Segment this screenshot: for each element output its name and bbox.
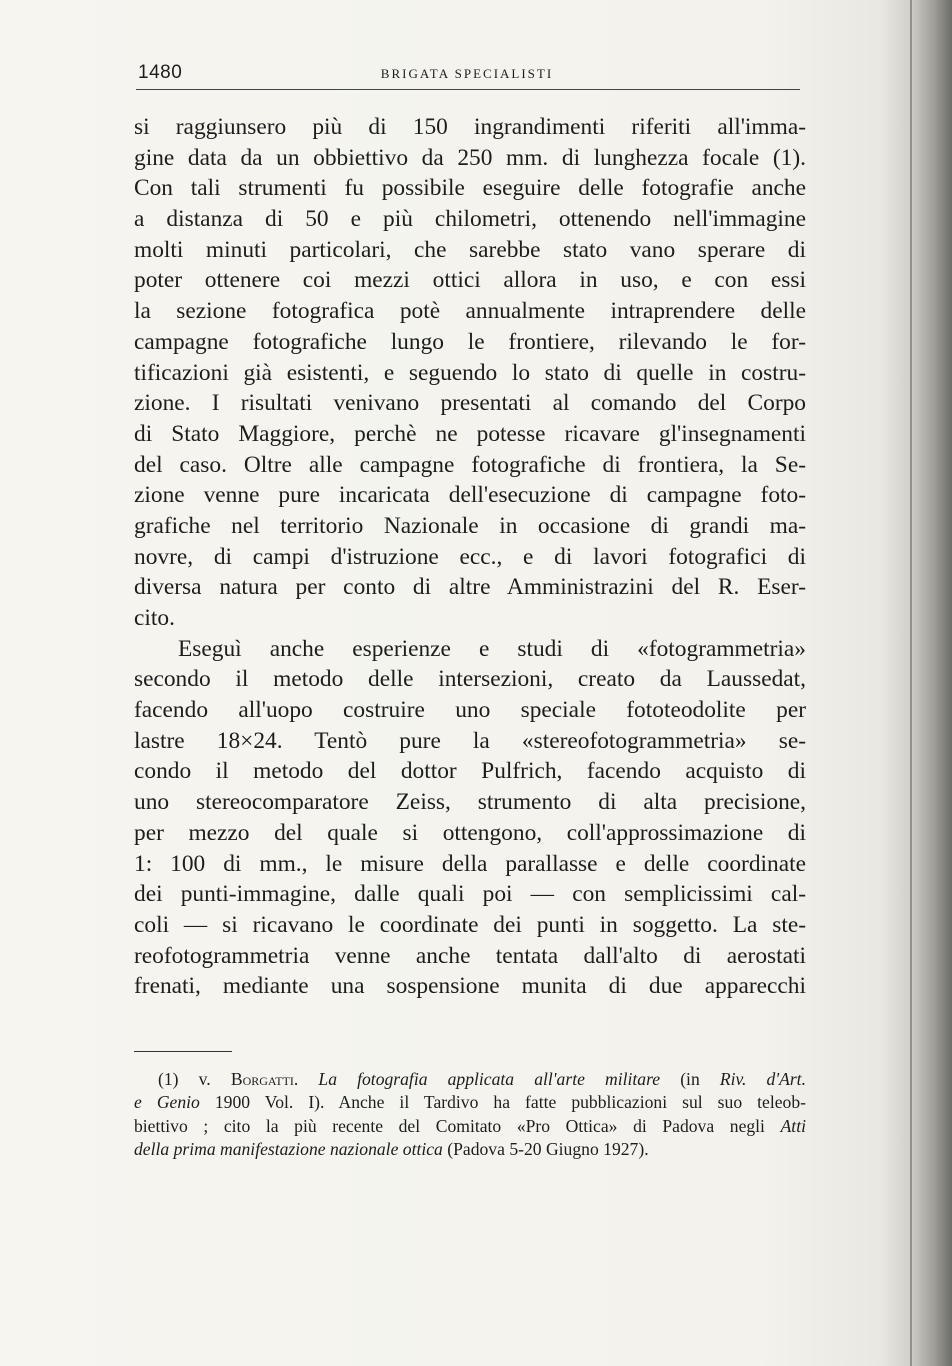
text-line: diversa natura per conto di altre Amministrazini del R. Eser-: [134, 574, 806, 601]
running-head: BRIGATA SPECIALISTI: [380, 66, 554, 81]
text-line: novre, di campi d'istruzione ecc., e di lavori fotografici di: [134, 543, 806, 570]
text-line: Con tali strumenti fu possibile eseguire delle fotografie anche: [134, 175, 806, 202]
footnote-text: biettivo ; cito la più recente del Comitato «Pro Ottica» di Padova negli: [134, 1115, 765, 1136]
text-line: secondo il metodo delle intersezioni, creato da Laussedat,: [134, 666, 806, 693]
footnote: [134, 1068, 806, 1162]
text-line: per mezzo del quale si ottengono, coll'approssimazione di: [134, 819, 806, 846]
text-line: zione venne pure incaricata dell'esecuzione di campagne foto-: [134, 482, 806, 509]
text-line: dei punti-immagine, dalle quali poi — con semplicissimi cal-: [134, 881, 806, 908]
text-line: lastre 18×24. Tentò pure la «stereofotogrammetria» se-: [134, 727, 806, 754]
footnote-italic: Atti: [780, 1115, 806, 1136]
footnote-line: [134, 1091, 806, 1114]
text-line: coli — si ricavano le coordinate dei punti in soggetto. La ste-: [134, 911, 806, 938]
text-line: facendo all'uopo costruire uno speciale fototeodolite per: [134, 697, 806, 724]
text-line: [134, 143, 806, 174]
text-line: molti minuti particolari, che sarebbe stato vano sperare di: [134, 236, 806, 263]
text-line: Eseguì anche esperienze e studi di «fotogrammetria»: [178, 635, 806, 662]
text-line: cito.: [134, 605, 175, 631]
footnote-rule: [134, 1051, 232, 1052]
text-line: condo il metodo del dottor Pulfrich, facendo acquisto di: [134, 758, 806, 785]
text-line: di Stato Maggiore, perchè ne potesse ricavare gl'insegnamenti: [134, 420, 806, 447]
footnote-journal: e Genio: [134, 1092, 200, 1113]
footnote-reference: (1).: [772, 144, 806, 171]
text-line: la sezione fotografica potè annualmente intraprendere delle: [134, 298, 806, 325]
footnote-marker: (1): [158, 1069, 179, 1089]
footnote-text: (in: [680, 1069, 700, 1089]
text-line: campagne fotografiche lungo le frontiere, rilevando le for-: [134, 328, 806, 355]
footnote-text: 1900 Vol. I). Anche il Tardivo ha fatte pubblicazioni sul suo teleob-: [214, 1092, 806, 1113]
text-line: del caso. Oltre alle campagne fotografiche di frontiera, la Se-: [134, 451, 806, 478]
footnote-prefix: v.: [198, 1069, 211, 1089]
footnote-text: (Padova 5-20 Giugno 1927).: [447, 1139, 649, 1160]
footnote-line: [134, 1115, 806, 1138]
footnote-line: [134, 1138, 806, 1161]
text-line: uno stereocomparatore Zeiss, strumento di alta precisione,: [134, 789, 806, 816]
text-line: zione. I risultati venivano presentati al comando del Corpo: [134, 390, 806, 417]
footnote-journal: Riv. d'Art.: [719, 1069, 806, 1089]
footnote-author: Borgatti.: [230, 1069, 299, 1089]
body-text: [134, 112, 806, 1002]
text-line-content: gine data da un obbiettivo da 250 mm. di lunghezza focale: [134, 144, 760, 171]
text-line: grafiche nel territorio Nazionale in occasione di grandi ma-: [134, 512, 806, 539]
footnote-title: La fotografia applicata all'arte militare: [318, 1069, 661, 1089]
page-number: 1480: [138, 62, 183, 83]
header-rule: [136, 89, 800, 90]
text-line: a distanza di 50 e più chilometri, ottenendo nell'immagine: [134, 206, 806, 233]
text-line: poter ottenere coi mezzi ottici allora in uso, e con essi: [134, 267, 806, 294]
text-line: tificazioni già esistenti, e seguendo lo stato di quelle in costru-: [134, 359, 806, 386]
page-edge-shadow: [882, 0, 952, 1366]
page-edge-line: [910, 0, 912, 1366]
text-line: 1: 100 di mm., le misure della parallasse e delle coordinate: [134, 850, 806, 877]
page-header: [136, 62, 798, 84]
text-line: si raggiunsero più di 150 ingrandimenti riferiti all'imma-: [134, 114, 806, 140]
footnote-line: [134, 1068, 806, 1091]
footnote-italic: della prima manifestazione nazionale ottica: [134, 1139, 443, 1160]
text-line: frenati, mediante una sospensione munita di due apparecchi: [134, 973, 806, 1000]
text-line: reofotogrammetria venne anche tentata dall'alto di aerostati: [134, 942, 806, 969]
